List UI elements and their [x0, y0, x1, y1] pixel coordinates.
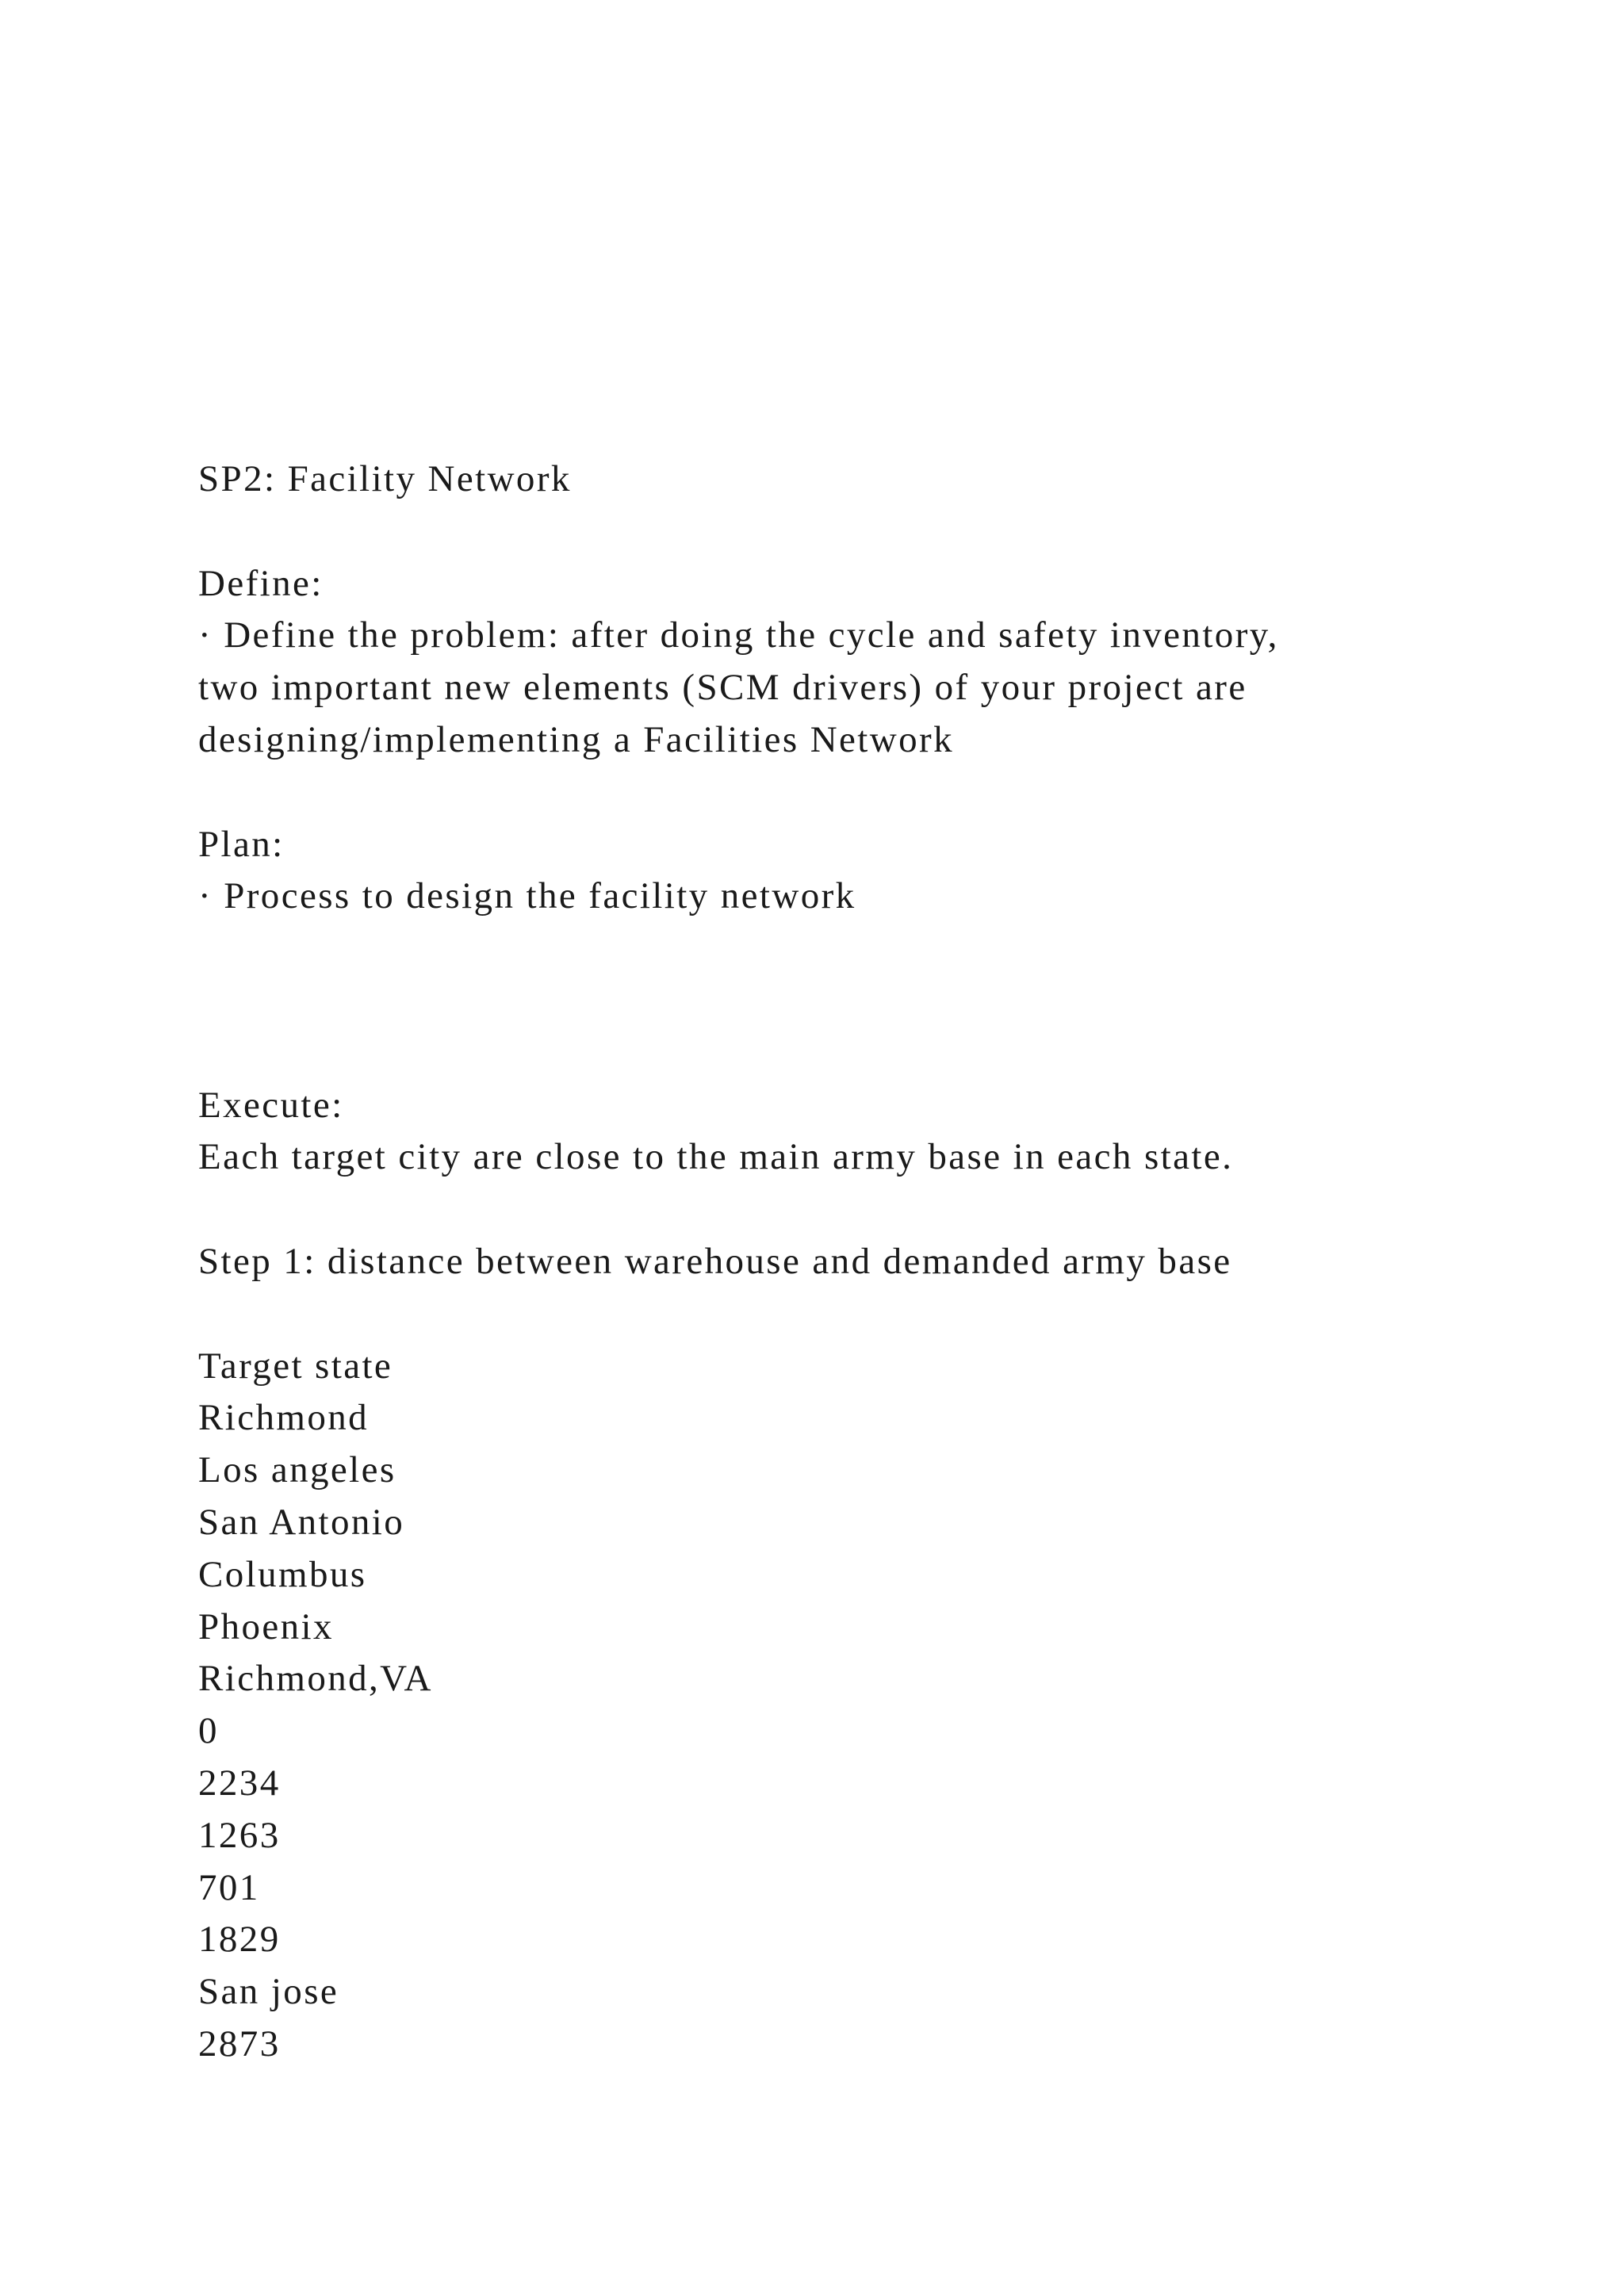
define-line-1: · Define the problem: after doing the cycle and safety inventory,: [198, 614, 1279, 656]
table-column-richmond: Richmond: [198, 1397, 370, 1439]
spacer: [198, 975, 1546, 1027]
table-cell: 1829: [198, 1919, 281, 1961]
table-column-san-antonio: San Antonio: [198, 1501, 405, 1543]
define-line-3: designing/implementing a Facilities Network: [198, 718, 954, 760]
define-heading: Define:: [198, 562, 324, 604]
table-cell: 2234: [198, 1762, 281, 1804]
table-column-los-angeles: Los angeles: [198, 1449, 396, 1491]
spacer: [198, 506, 1546, 558]
execute-heading: Execute:: [198, 1084, 344, 1126]
spacer: [198, 1027, 1546, 1080]
table-cell: 2873: [198, 2022, 281, 2064]
document-body: [198, 453, 1546, 2071]
spacer: [198, 923, 1546, 975]
table-cell: 701: [198, 1866, 260, 1908]
table-row-origin: Richmond,VA: [198, 1658, 433, 1700]
table-cell: 1263: [198, 1814, 281, 1856]
plan-heading: Plan:: [198, 823, 285, 865]
table-cell: 0: [198, 1710, 219, 1752]
define-line-2: two important new elements (SCM drivers) of your project are: [198, 667, 1247, 709]
table-row-origin: San jose: [198, 1971, 339, 2013]
table-header-label: Target state: [198, 1345, 393, 1387]
table-column-phoenix: Phoenix: [198, 1605, 334, 1647]
table-column-columbus: Columbus: [198, 1553, 367, 1595]
execute-line-1: Each target city are close to the main army base in each state.: [198, 1136, 1234, 1178]
document-title: SP2: Facility Network: [198, 458, 572, 499]
spacer: [198, 1184, 1546, 1236]
spacer: [198, 1288, 1546, 1341]
plan-line-1: · Process to design the facility network: [198, 875, 856, 917]
step1-heading: Step 1: distance between warehouse and demanded army base: [198, 1240, 1232, 1282]
spacer: [198, 767, 1546, 819]
